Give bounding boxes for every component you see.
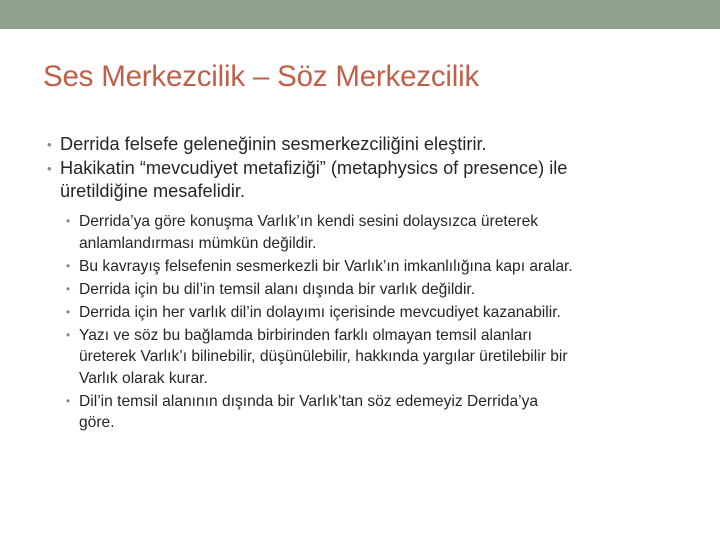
- bullet-line: Derrida felsefe geleneğinin sesmerkezciliğini eleştirir.: [60, 134, 487, 154]
- bullet-item: [47, 133, 697, 156]
- sub-bullet-line: Dil’in temsil alanının dışında bir Varlık’tan söz edemeyiz Derrida’ya: [79, 392, 539, 410]
- bullet-dot-icon: •: [66, 281, 71, 296]
- bullet-dot-icon: •: [66, 327, 71, 342]
- bullet-line: Hakikatin “mevcudiyet metafiziği” (metaphysics of presence) ile: [60, 158, 568, 178]
- sub-bullet-line: Yazı ve söz bu bağlamda birbirinden farklı olmayan temsil alanları: [79, 326, 533, 344]
- bullet-dot-icon: •: [66, 258, 71, 273]
- sub-bullet-item: [66, 302, 697, 324]
- sub-bullet-line: Bu kavrayış felsefenin sesmerkezli bir Varlık’ın imkanlılığına kapı aralar.: [79, 257, 573, 275]
- sub-bullet-line: üreterek Varlık’ı bilinebilir, düşünülebilir, hakkında yargılar üretilebilir bir: [79, 348, 568, 365]
- bullet-dot-icon: •: [66, 393, 71, 408]
- sub-bullet-item: [66, 256, 697, 278]
- sub-bullet-line: göre.: [79, 414, 115, 431]
- sub-bullet-line: Varlık olarak kurar.: [79, 369, 208, 387]
- bullet-dot-icon: •: [66, 304, 71, 319]
- bullet-dot-icon: •: [66, 214, 71, 228]
- bullet-dot-icon: •: [47, 161, 52, 176]
- sub-bullet-item: [66, 211, 697, 254]
- sub-bullet-list: [47, 211, 697, 434]
- sub-bullet-line: Derrida için bu dil’in temsil alanı dışında bir varlık değildir.: [79, 280, 476, 298]
- sub-bullet-line: anlamlandırması mümkün değildir.: [79, 234, 317, 252]
- slide-body: [47, 133, 697, 435]
- sub-bullet-line: Derrida’ya göre konuşma Varlık’ın kendi sesini dolaysızca üreterek: [79, 213, 539, 230]
- bullet-dot-icon: •: [47, 137, 52, 152]
- bullet-line: üretildiğine mesafelidir.: [60, 181, 246, 201]
- sub-bullet-line: Derrida için her varlık dil’in dolayımı içerisinde mevcudiyet kazanabilir.: [79, 303, 561, 321]
- bullet-item: [47, 157, 697, 203]
- sub-bullet-item: [66, 325, 697, 390]
- sub-bullet-item: [66, 279, 697, 301]
- top-accent-band: [0, 0, 720, 29]
- sub-bullet-item: [66, 391, 697, 434]
- slide-title: Ses Merkezcilik – Söz Merkezcilik: [43, 60, 480, 93]
